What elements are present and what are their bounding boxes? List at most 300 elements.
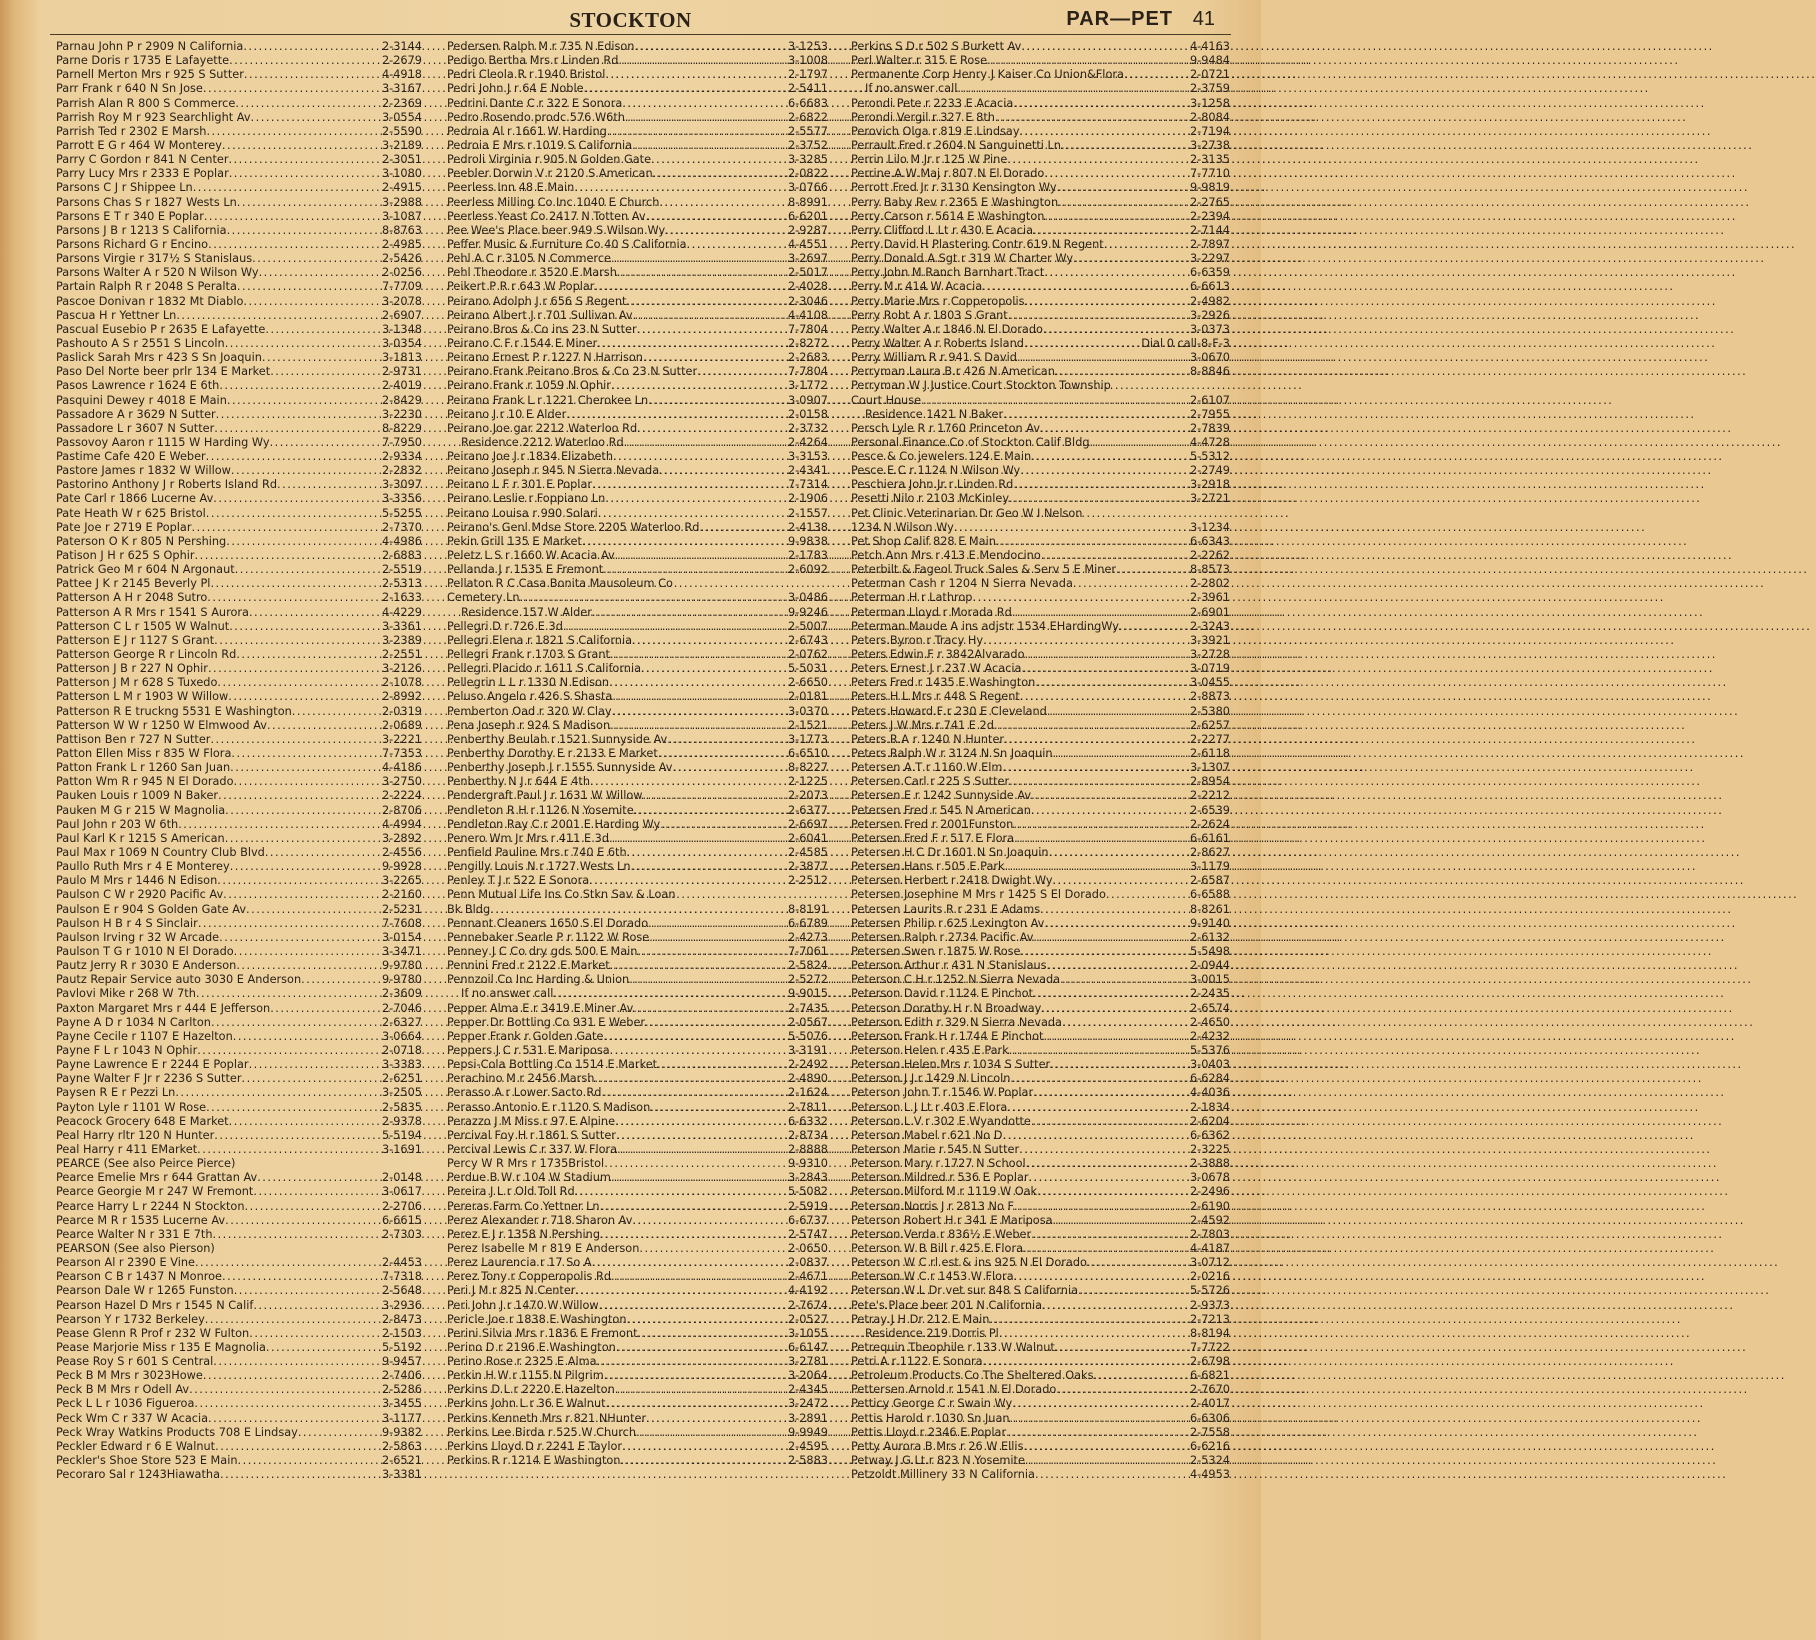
listing-name: Peters Fred r 1435 E Washington [851, 676, 1036, 690]
leader-dots [590, 775, 788, 789]
listing-phone: 3-0670 [1189, 351, 1230, 365]
listing-phone: 2-3051 [381, 153, 422, 167]
listing-name: Pedersen Ralph M r 735 N Edison [447, 39, 635, 53]
listing-name: Perry Walter A r 1846 N El Dorado [851, 322, 1043, 336]
leader-dots [1040, 422, 1190, 436]
listing-name: Pendleton R H r 1126 N Yosemite [447, 803, 634, 817]
listing-entry [56, 874, 422, 888]
listing-phone: 4-4187 [1189, 1241, 1230, 1255]
listing-phone: 3-0373 [1189, 322, 1230, 336]
leader-dots [520, 591, 788, 605]
listing-entry [851, 690, 1230, 704]
leader-dots [1047, 705, 1190, 719]
listing-phone: 3-3455 [381, 1397, 422, 1411]
listing-phone: 2-6521 [381, 1454, 422, 1468]
listing-entry [447, 40, 828, 54]
listing-phone: 2-3877 [787, 860, 828, 874]
listing-name: Pepper Alma E r 3419 E Miner Av [447, 1001, 634, 1015]
listing-phone: 7-7804 [787, 365, 828, 379]
listing-name: Pesce E C r 1124 N Wilson Wy [851, 464, 1021, 478]
listing-entry [56, 606, 422, 620]
listing-name: Pedri John J r 64 E Noble [447, 82, 584, 96]
listing-entry [851, 1115, 1230, 1129]
listing-phone: 3-0486 [787, 591, 828, 605]
listing-phone: 2-4985 [381, 237, 422, 251]
listing-entry [56, 1002, 422, 1016]
listing-entry [447, 1185, 828, 1199]
listing-entry [447, 987, 828, 1001]
listing-phone: 9-9838 [787, 534, 828, 548]
leader-dots [216, 408, 382, 422]
listing-entry [447, 705, 828, 719]
listing-name: Pascual Eusebio P r 2635 E Lafayette [56, 322, 266, 336]
listing-phone: 2-7303 [381, 1227, 422, 1241]
leader-dots [1009, 775, 1190, 789]
listing-entry [447, 1242, 828, 1256]
listing-entry [447, 97, 828, 111]
listing-phone: 3-2221 [381, 732, 422, 746]
listing-phone: 2-6377 [787, 803, 828, 817]
leader-dots [982, 280, 1190, 294]
listing-entry [56, 931, 422, 945]
leader-dots [600, 1200, 788, 1214]
listing-phone: 7-7804 [787, 322, 828, 336]
leader-dots [612, 705, 788, 719]
listing-name: Pepper Dr Bottling Co 931 E Weber [447, 1015, 646, 1029]
leader-dots [632, 139, 788, 153]
listing-name: Pattee J K r 2145 Beverly Pl [56, 577, 211, 591]
listing-phone: 2-2679 [381, 54, 422, 68]
listing-phone: 2-3225 [1189, 1142, 1230, 1156]
listing-name: Payne Walter F Jr r 2236 S Sutter [56, 1072, 242, 1086]
leader-dots [611, 379, 788, 393]
listing-name: Pet Shop Calif 828 E Main [851, 534, 996, 548]
listing-name: Pascoe Donivan r 1832 Mt Diablo [56, 294, 244, 308]
leader-dots [983, 634, 1190, 648]
listing-entry [56, 1228, 422, 1242]
listing-name: Pettersen Arnold r 1541 N El Dorado [851, 1383, 1057, 1397]
listing-phone: 2-9287 [787, 223, 828, 237]
listing-entry [447, 1157, 828, 1171]
listing-phone: 6-6306 [1189, 1411, 1230, 1425]
listing-phone: 8-8227 [787, 761, 828, 775]
listing-entry [56, 139, 422, 153]
listing-name: 1234 N Wilson Wy [851, 520, 954, 534]
listing-name: Parne Doris r 1735 E Lafayette [56, 54, 230, 68]
listing-entry [447, 68, 828, 82]
listing-entry [447, 1383, 828, 1397]
leader-dots [1057, 181, 1190, 195]
listing-name: Peterman H r Lathrop [851, 591, 973, 605]
listing-entry [56, 917, 422, 931]
listing-phone: 2-0822 [787, 167, 828, 181]
listing-name: Patterson C L r 1505 W Walnut [56, 619, 230, 633]
leader-dots [605, 492, 788, 506]
leader-dots [249, 606, 382, 620]
listing-entry [56, 804, 422, 818]
leader-dots [1053, 747, 1190, 761]
listing-phone: 9-9780 [381, 973, 422, 987]
leader-dots [218, 789, 382, 803]
listing-name: Pennzoil Co Inc Harding & Union [447, 973, 630, 987]
listing-name: Peterson L V r 302 E Wyandotte [851, 1114, 1031, 1128]
listing-phone: 2-9731 [381, 365, 422, 379]
listing-entry [447, 309, 828, 323]
listing-name: Patterson A H r 2048 Sutro [56, 591, 208, 605]
listing-phone: 2-5747 [787, 1227, 828, 1241]
listing-name: Perry Donald A Sgt r 319 W Charter Wy [851, 252, 1074, 266]
listing-phone: 3-0719 [1189, 662, 1230, 676]
listing-phone: 2-3888 [1189, 1157, 1230, 1171]
leader-dots [1023, 1242, 1190, 1256]
leader-dots [672, 761, 788, 775]
listing-entry [56, 549, 422, 563]
leader-dots [214, 634, 382, 648]
leader-dots [643, 789, 788, 803]
listing-entry [56, 266, 422, 280]
listing-entry [56, 507, 422, 521]
listing-entry [851, 1284, 1230, 1298]
listing-entry [851, 591, 1230, 605]
leader-dots [1073, 252, 1190, 266]
listing-entry [56, 1270, 422, 1284]
listing-entry [851, 309, 1230, 323]
listing-entry [447, 478, 828, 492]
listing-phone: 3-0617 [381, 1185, 422, 1199]
listing-entry [447, 1101, 828, 1115]
listing-entry [447, 450, 828, 464]
leader-dots [1031, 1228, 1190, 1242]
listing-name: Parnell Merton Mrs r 925 S Sutter [56, 68, 244, 82]
listing-entry [56, 1101, 422, 1115]
listing-entry [851, 167, 1230, 181]
leader-dots [1050, 1058, 1190, 1072]
listing-name: Peters H L Mrs r 448 S Regent [851, 690, 1020, 704]
listing-name: Peacock Grocery 648 E Market [56, 1114, 229, 1128]
leader-dots [262, 351, 382, 365]
listing-phone: 3-0403 [1189, 1058, 1230, 1072]
listing-phone: 3-1307 [1189, 761, 1230, 775]
listing-name: Pendergraft Paul J r 1631 W Willow [447, 789, 643, 803]
listing-phone: 2-0837 [787, 1256, 828, 1270]
listing-phone: 2-4453 [381, 1256, 422, 1270]
listing-phone: 2-2765 [1189, 195, 1230, 209]
leader-dots [687, 238, 788, 252]
leader-dots [192, 521, 382, 535]
listing-name: Perino D r 2196 E Washington [447, 1340, 616, 1354]
listing-phone: 3-1087 [381, 209, 422, 223]
listing-phone: 2-6204 [1189, 1114, 1230, 1128]
leader-dots [597, 337, 788, 351]
listing-entry [851, 1398, 1230, 1412]
listing-entry [851, 521, 1230, 535]
leader-dots [265, 846, 382, 860]
listing-name: Parrish Ted r 2302 E Marsh [56, 124, 207, 138]
listing-phone: 2-8992 [381, 690, 422, 704]
listing-entry [851, 577, 1230, 591]
listing-name: Payton Lyle r 1101 W Rose [56, 1100, 207, 1114]
listing-entry [851, 606, 1230, 620]
leader-dots [213, 492, 382, 506]
listing-entry [56, 789, 422, 803]
listing-name: Residence 2212 Waterloo Rd [461, 435, 624, 449]
leader-dots [257, 1171, 382, 1185]
listing-name: Perez Alexander r 718 Sharon Av [447, 1213, 633, 1227]
listing-name: Peirano Joe gar 2212 Waterloo Rd [447, 421, 638, 435]
listing-name: Patterson R E truckng 5531 E Washington [56, 704, 292, 718]
listing-phone: 2-0527 [787, 1312, 828, 1326]
leader-dots [217, 874, 382, 888]
listing-name: Perkins D L r 2220 E Hazelton [447, 1383, 615, 1397]
listing-entry [851, 1412, 1230, 1426]
listing-phone: 2-1521 [787, 718, 828, 732]
listing-name: Patterson L M r 1903 W Willow [56, 690, 229, 704]
listing-phone: 3-2843 [787, 1171, 828, 1185]
listing-phone: 9-9140 [1189, 916, 1230, 930]
leader-dots [234, 1284, 382, 1298]
leader-dots [645, 1016, 788, 1030]
listing-name: Parsons Virgie r 317½ S Stanislaus [56, 252, 253, 266]
leader-dots [1021, 945, 1190, 959]
leader-dots [176, 309, 382, 323]
listing-entry [447, 1341, 828, 1355]
listing-entry [447, 167, 828, 181]
leader-dots [253, 1185, 382, 1199]
leader-dots [999, 1327, 1190, 1341]
listing-phone: 4-4229 [381, 605, 422, 619]
leader-dots [208, 662, 382, 676]
leader-dots [638, 1327, 788, 1341]
listing-entry [851, 181, 1230, 195]
listing-entry [56, 82, 422, 96]
listing-name: Paulson E r 904 S Golden Gate Av [56, 902, 247, 916]
leader-dots [1005, 860, 1190, 874]
leader-dots [611, 252, 788, 266]
leader-dots [646, 210, 788, 224]
listing-name: Peterson W C rl est & ins 925 N El Dorado [851, 1256, 1087, 1270]
listing-entry [851, 804, 1230, 818]
leader-dots [606, 1397, 788, 1411]
listing-phone: 3-3361 [381, 619, 422, 633]
listing-phone: 9-9310 [787, 1157, 828, 1171]
leader-dots [600, 1228, 788, 1242]
listing-name: Pastime Cafe 420 E Weber [56, 450, 206, 464]
listing-name: Peirano Albert J r 701 Sullivan Av [447, 308, 633, 322]
listing-phone: 6-6588 [1189, 888, 1230, 902]
listing-entry [447, 1058, 828, 1072]
listing-name: Petticy George C r Swain Wy [851, 1397, 1013, 1411]
listing-entry [447, 931, 828, 945]
listing-name: Peters Howard F r 230 E Cleveland [851, 704, 1047, 718]
listing-phone: 9-9382 [381, 1425, 422, 1439]
listing-name: Percival Lewis C r 337 W Flora [447, 1142, 618, 1156]
leader-dots [1023, 1440, 1190, 1454]
listing-entry [447, 1171, 828, 1185]
listing-phone: 2-6587 [1189, 874, 1230, 888]
listing-entry [56, 1440, 422, 1454]
listing-name: Petty Aurora B Mrs r 26 W Ellis [851, 1439, 1024, 1453]
listing-entry [56, 1369, 422, 1383]
listing-name: Petersen Hans r 505 E Park [851, 860, 1005, 874]
listing-name: Patterson W W r 1250 W Elmwood Av [56, 718, 267, 732]
listing-name: Perrine A W Maj r 807 N El Dorado [851, 167, 1045, 181]
listing-entry [851, 789, 1230, 803]
listing-phone: 2-4650 [1189, 1015, 1230, 1029]
listing-name: Penley T J r 522 E Sonora [447, 874, 590, 888]
leader-dots [236, 959, 382, 973]
leader-dots [197, 1044, 382, 1058]
listing-name: Paullo Ruth Mrs r 4 E Monterey [56, 860, 230, 874]
listing-phone: 2-1557 [787, 506, 828, 520]
listing-phone: 2-7194 [1189, 124, 1230, 138]
leader-dots [1013, 97, 1190, 111]
leader-dots [233, 1030, 382, 1044]
listing-phone: 3-1813 [381, 351, 422, 365]
listing-name: Passadore L r 3607 N Sutter [56, 421, 215, 435]
listing-entry [447, 577, 828, 591]
listing-phone: 3-1055 [787, 1326, 828, 1340]
leader-dots [697, 365, 788, 379]
listing-phone: 6-6147 [787, 1340, 828, 1354]
listing-phone: 3-3285 [787, 153, 828, 167]
listing-name: Pete's Place beer 201 N California [851, 1298, 1043, 1312]
listing-name: Paul Max r 1069 N Country Club Blvd [56, 846, 265, 859]
listing-phone: 2-6132 [1189, 930, 1230, 944]
listing-entry [851, 252, 1230, 266]
listing-entry [447, 224, 828, 238]
leader-dots [265, 323, 382, 337]
leader-dots [1021, 662, 1190, 676]
listing-entry [56, 577, 422, 591]
listing-phone: 3-2505 [381, 1086, 422, 1100]
listing-name: Petersen Herbert r 2418 Dwight Wy [851, 874, 1053, 888]
listing-name: Pericle Joe r 1838 E Washington [447, 1312, 627, 1326]
leader-dots [270, 365, 382, 379]
listing-name: Perondi Vergil r 327 E 8th [851, 110, 995, 124]
listing-entry [56, 945, 422, 959]
listing-phone: 2-6697 [787, 817, 828, 831]
leader-dots [1041, 549, 1190, 563]
listing-name: Peterson David r 1124 E Pinchot [851, 987, 1034, 1001]
listing-entry [851, 917, 1230, 931]
leader-dots [633, 309, 788, 323]
listing-phone: 6-6613 [1189, 280, 1230, 294]
listing-entry [447, 1426, 828, 1440]
listing-phone: 2-7955 [1189, 407, 1230, 421]
listing-name: Peirano Frank r 1059 N Ophir [447, 379, 611, 393]
listing-entry [56, 676, 422, 690]
listing-entry [851, 549, 1230, 563]
leader-dots [253, 1299, 382, 1313]
listing-entry [851, 662, 1230, 676]
leader-dots [1009, 492, 1190, 506]
listing-name: If no answer call [461, 987, 554, 1001]
listing-entry [447, 846, 828, 860]
listing-name: Peterson Mabel r 621 No D [851, 1128, 1003, 1142]
listing-name: Peirano Bros & Co ins 23 N Sutter [447, 322, 637, 336]
listing-name: Parry C Gordon r 841 N Center [56, 153, 229, 167]
listing-entry [447, 379, 828, 393]
listing-name: Perkins Kenneth Mrs r 821 NHunter [447, 1411, 647, 1425]
listing-name: Peterbilt & Fageol Truck Sales & Serv 5 E Miner [851, 563, 1117, 577]
leader-dots [246, 903, 382, 917]
listing-entry [851, 1454, 1230, 1468]
listing-entry [56, 1016, 422, 1030]
leader-dots [616, 1129, 788, 1143]
listing-entry [447, 1030, 828, 1044]
leader-dots [226, 535, 382, 549]
listing-phone: 7-7722 [1189, 1340, 1230, 1354]
listing-entry [56, 54, 422, 68]
listing-entry [56, 662, 422, 676]
listing-phone: 3-2926 [1189, 308, 1230, 322]
listing-name: Pengilly Louis N r 1727 Wests Ln [447, 860, 631, 874]
listing-name: Peirano Ernest P r 1227 N Harrison [447, 351, 643, 365]
leader-dots [1009, 1044, 1190, 1058]
listing-entry [56, 747, 422, 761]
listing-name: Perino Rose r 2325 E Alma [447, 1355, 597, 1369]
listing-phone: 9-9457 [381, 1355, 422, 1369]
listing-entry [447, 1313, 828, 1327]
leader-dots [1058, 196, 1190, 210]
leader-dots [1060, 973, 1190, 987]
listing-entry [851, 68, 1230, 82]
leader-dots [1033, 1086, 1190, 1100]
listing-entry [447, 804, 828, 818]
leader-dots [615, 1383, 788, 1397]
listing-name: Patison J H r 625 S Ophir [56, 549, 195, 563]
listing-name: Patrick Geo M r 604 N Argonaut [56, 563, 235, 577]
leader-dots [575, 1284, 788, 1298]
listing-entry [56, 238, 422, 252]
listing-name: Payne A D r 1034 N Carlton [56, 1015, 211, 1029]
listing-name: Personal Finance Co of Stockton Calif Bldg [851, 435, 1090, 449]
leader-dots [616, 1341, 788, 1355]
leader-dots [657, 1058, 788, 1072]
listing-phone: 2-5272 [787, 973, 828, 987]
listing-entry [56, 705, 422, 719]
listing-phone: 5-5076 [787, 1029, 828, 1043]
leader-dots [1124, 68, 1190, 82]
listing-name: Petersen Fred r 2001Funston [851, 817, 1014, 831]
listing-name: Parr Frank r 640 N Sn Jose [56, 82, 203, 96]
leader-dots [996, 535, 1190, 549]
listing-phone: 3-2064 [787, 1369, 828, 1383]
listing-entry [851, 224, 1230, 238]
listing-entry [56, 210, 422, 224]
listing-phone: 2-4592 [1189, 1213, 1230, 1227]
listing-phone: 2-6883 [381, 549, 422, 563]
leader-dots [563, 620, 788, 634]
listing-entry [851, 125, 1230, 139]
listing-name: Parsons Walter A r 520 N Wilson Wy [56, 266, 259, 280]
listing-entry [56, 1313, 422, 1327]
listing-entry [447, 238, 828, 252]
leader-dots [954, 521, 1190, 535]
leader-dots [249, 1058, 382, 1072]
leader-dots [617, 1143, 788, 1157]
listing-entry [56, 959, 422, 973]
listing-phone: 2-4595 [787, 1439, 828, 1453]
listing-phone: 3-2297 [1189, 252, 1230, 266]
listing-phone: 2-2706 [381, 1199, 422, 1213]
listing-entry [447, 351, 828, 365]
page-header [0, 8, 1261, 34]
listing-entry [56, 464, 422, 478]
leader-dots [665, 224, 788, 238]
listing-name: Paso Del Norte beer prlr 134 E Market [56, 365, 271, 379]
listing-name: Peck Wray Watkins Products 708 E Lindsay [56, 1425, 298, 1439]
